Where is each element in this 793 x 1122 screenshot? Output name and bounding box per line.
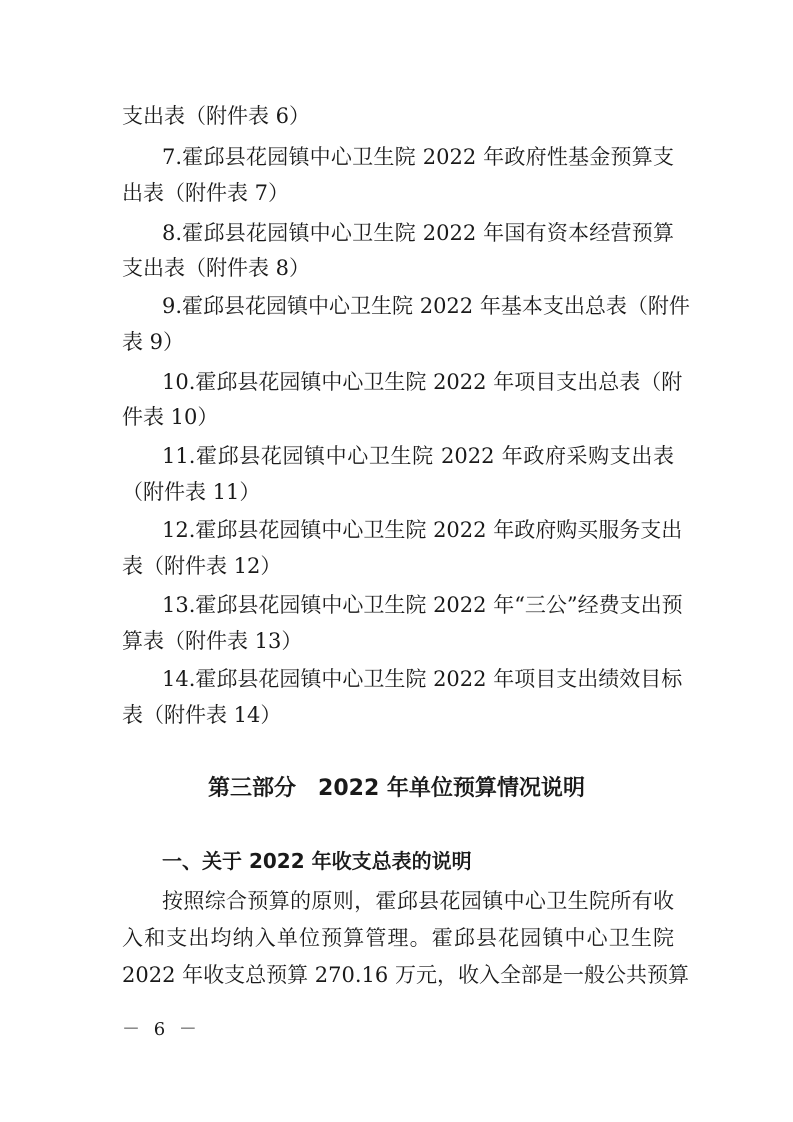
list-line: 算表（附件表 13） xyxy=(122,629,303,653)
page-number: － 6 － xyxy=(122,1019,201,1040)
paragraph-line: 入和支出均纳入单位预算管理。霍邱县花园镇中心卫生院 xyxy=(122,926,674,950)
section-heading: 第三部分 2022 年单位预算情况说明 xyxy=(208,776,585,801)
list-line: 支出表（附件表 6） xyxy=(122,104,311,128)
list-item: 12.霍邱县花园镇中心卫生院 2022 年政府购买服务支出 xyxy=(162,518,683,542)
list-line: 出表（附件表 7） xyxy=(122,181,290,205)
list-item: 8.霍邱县花园镇中心卫生院 2022 年国有资本经营预算 xyxy=(162,221,674,245)
list-line: （附件表 11） xyxy=(122,480,261,504)
list-line: 表 9） xyxy=(122,330,185,354)
list-item: 11.霍邱县花园镇中心卫生院 2022 年政府采购支出表 xyxy=(162,444,674,468)
subheading: 一、关于 2022 年收支总表的说明 xyxy=(162,849,472,873)
list-line: 件表 10） xyxy=(122,405,219,429)
list-line: 支出表（附件表 8） xyxy=(122,256,311,280)
list-line: 表（附件表 14） xyxy=(122,703,282,727)
paragraph-line: 按照综合预算的原则，霍邱县花园镇中心卫生院所有收 xyxy=(162,889,674,913)
paragraph-line: 2022 年收支总预算 270.16 万元，收入全部是一般公共预算 xyxy=(122,963,689,987)
list-line: 表（附件表 12） xyxy=(122,554,282,578)
list-item: 14.霍邱县花园镇中心卫生院 2022 年项目支出绩效目标 xyxy=(162,667,683,691)
list-item: 9.霍邱县花园镇中心卫生院 2022 年基本支出总表（附件 xyxy=(162,294,690,318)
list-item: 7.霍邱县花园镇中心卫生院 2022 年政府性基金预算支 xyxy=(162,145,674,169)
list-item: 10.霍邱县花园镇中心卫生院 2022 年项目支出总表（附 xyxy=(162,370,683,394)
list-item: 13.霍邱县花园镇中心卫生院 2022 年“三公”经费支出预 xyxy=(162,593,683,617)
